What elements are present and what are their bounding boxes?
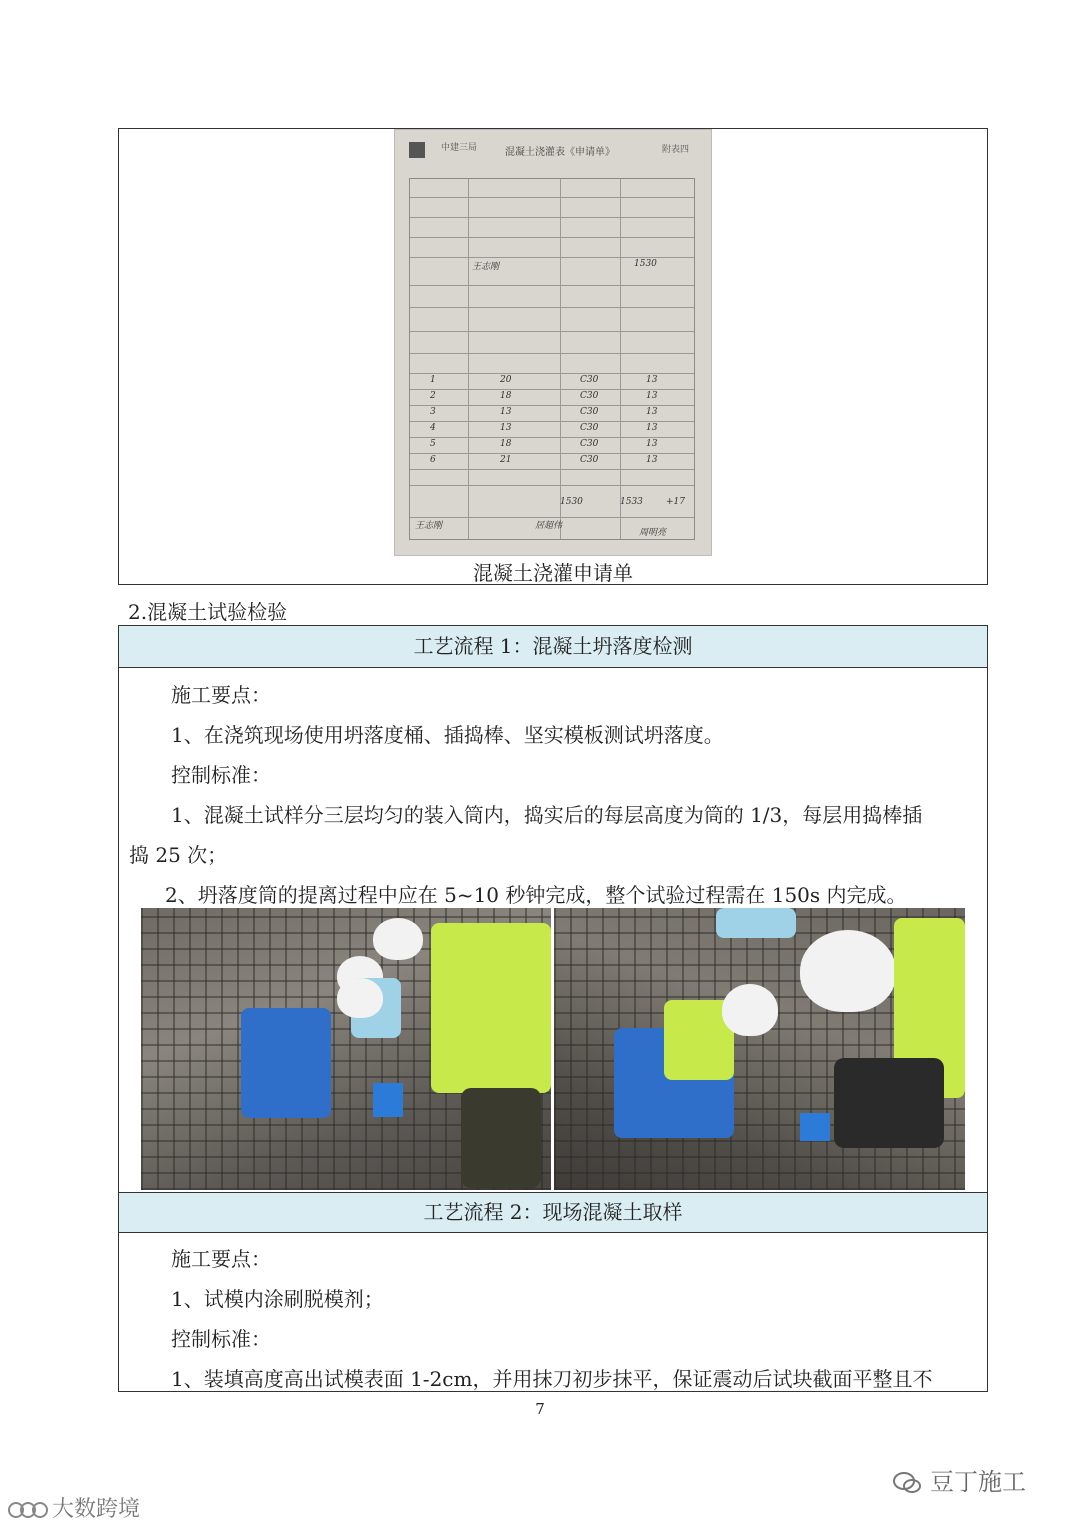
form-header	[395, 130, 711, 166]
form-cell: 13	[646, 407, 658, 417]
form-cell: 3	[430, 407, 436, 417]
form-cell: 13	[646, 391, 658, 401]
process2-point-1: 1、试模内涂刷脱模剂；	[171, 1287, 384, 1311]
process1-title: 工艺流程 1：混凝土坍落度检测	[119, 626, 987, 668]
form-cell: 13	[500, 423, 512, 433]
form-cell: 4	[430, 423, 436, 433]
form-total-cell: 1530	[560, 497, 583, 507]
form-cell: 1	[430, 375, 436, 385]
watermark-right	[892, 1462, 1026, 1497]
wechat-icon	[892, 1471, 922, 1495]
signature-3: 周明亮	[639, 528, 667, 538]
process2-points-label: 施工要点：	[171, 1247, 271, 1271]
form-cell: 2	[430, 391, 436, 401]
form-cell: C30	[580, 391, 599, 401]
company-logo-icon	[409, 142, 425, 158]
brand-logo-icon	[8, 1499, 48, 1521]
slump-test-photo-right	[554, 908, 965, 1190]
form-cell: 13	[500, 407, 512, 417]
form-cell: 18	[500, 391, 512, 401]
form-total-cell: 1533	[620, 497, 643, 507]
form-figure-box	[118, 128, 988, 585]
process1-point-1: 1、在浇筑现场使用坍落度桶、插捣棒、坚实模板测试坍落度。	[171, 723, 724, 747]
form-cell: C30	[580, 423, 599, 433]
process1-points-label: 施工要点：	[171, 683, 271, 707]
form-total-cell: +17	[666, 497, 685, 507]
process1-std-1-line2: 捣 25 次；	[129, 843, 228, 867]
form-cell: 5	[430, 439, 436, 449]
process1-standard-label: 控制标准：	[171, 763, 271, 787]
process1-std-2: 2、坍落度筒的提离过程中应在 5~10 秒钟完成，整个试验过程需在 150s 内完成。	[165, 883, 907, 907]
form-cell: C30	[580, 439, 599, 449]
signature-1: 王志刚	[415, 521, 443, 531]
form-cell: 13	[646, 455, 658, 465]
form-title: 混凝土浇灌表《申请单》	[505, 147, 615, 158]
form-caption: 混凝土浇灌申请单	[473, 561, 633, 585]
form-header-right: 附表四	[661, 145, 689, 155]
form-cell: C30	[580, 407, 599, 417]
form-cell: 20	[500, 375, 512, 385]
form-cell: 21	[500, 455, 512, 465]
section-heading: 2.混凝土试验检验	[128, 600, 288, 624]
process1-std-1-line1: 1、混凝土试样分三层均匀的装入筒内，捣实后的每层高度为筒的 1/3，每层用捣棒插	[171, 803, 923, 827]
form-grid: 1 20 C30 13 2 18 C30 13 3 13 C30 13 4 13 C30 13 5 18 C30 13 6 21 C30 13 1530 1533 +17 王志刚 1530	[409, 178, 695, 540]
form-cell: 13	[646, 439, 658, 449]
form-cell: 13	[646, 375, 658, 385]
process2-std-1-line1: 1、装填高度高出试模表面 1-2cm，并用抹刀初步抹平，保证震动后试块截面平整且不	[171, 1367, 933, 1391]
form-cell: 18	[500, 439, 512, 449]
form-header-left: 中建三局	[441, 143, 478, 153]
page-number: 7	[535, 1400, 545, 1418]
form-cell: 6	[430, 455, 436, 465]
form-cell: 13	[646, 423, 658, 433]
process2-title: 工艺流程 2：现场混凝土取样	[119, 1192, 987, 1233]
form-cell: C30	[580, 455, 599, 465]
form-photo	[394, 129, 712, 556]
watermark-left	[8, 1492, 140, 1523]
process-table	[118, 625, 988, 1392]
watermark-right-text: 豆丁施工	[930, 1468, 1026, 1496]
slump-test-photo-left	[141, 908, 551, 1190]
process2-standard-label: 控制标准：	[171, 1327, 271, 1351]
form-cell: C30	[580, 375, 599, 385]
signature-2: 居超伟	[535, 521, 563, 531]
watermark-left-text: 大数跨境	[52, 1497, 141, 1522]
